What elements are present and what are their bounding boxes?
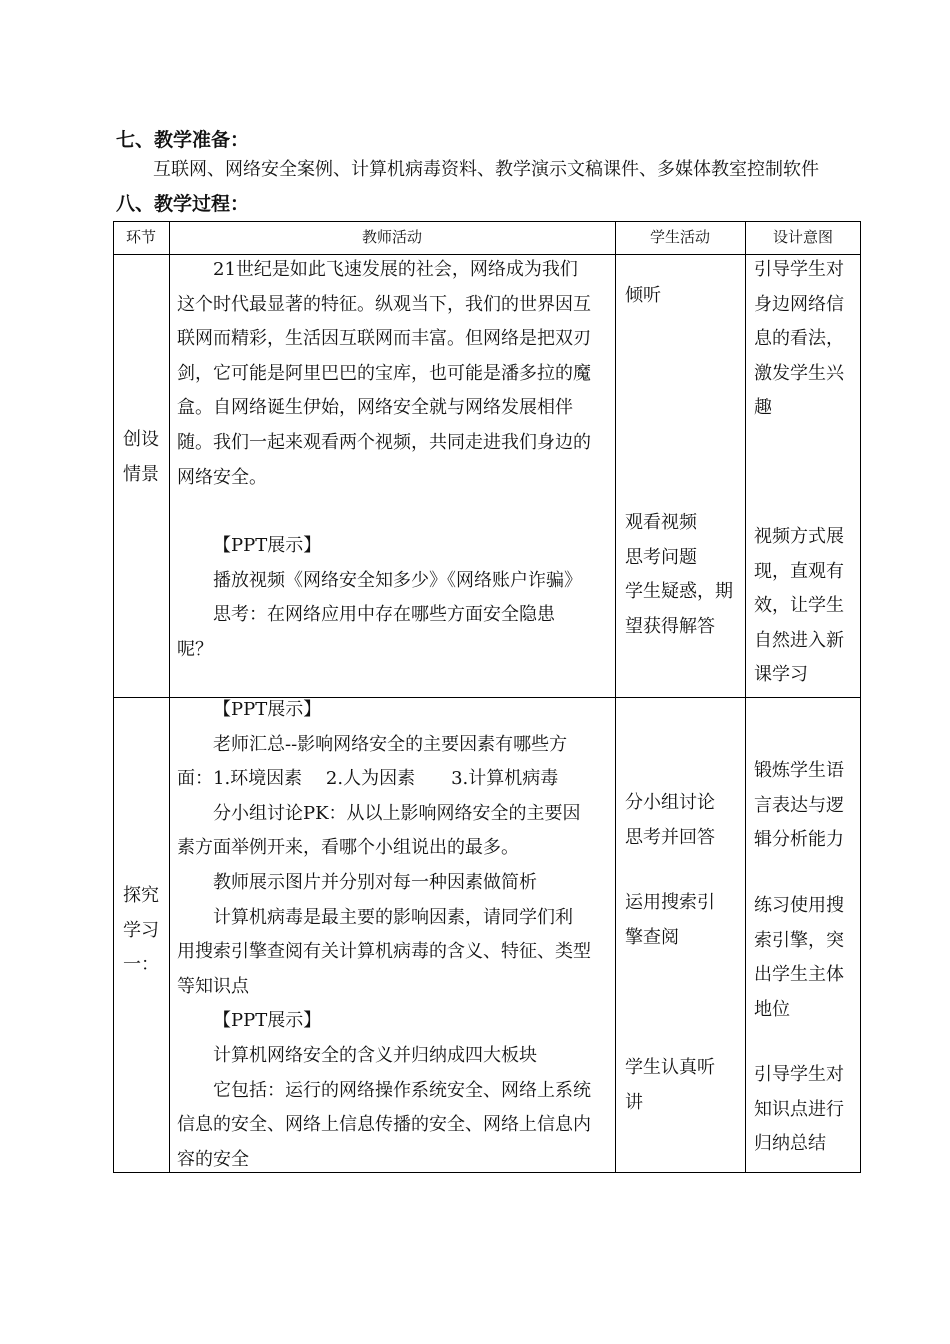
section-heading-process: 八、教学过程： [116, 193, 250, 215]
design-intent-cell-2c: 引导学生对 知识点进行 归纳总结 [754, 1064, 844, 1155]
prep-materials-text: 互联网、网络安全案例、计算机病毒资料、教学演示文稿课件、多媒体教室控制软件 [153, 159, 819, 180]
design-intent-cell-1b: 视频方式展 现，直观有 效，让学生 自然进入新 课学习 [754, 526, 844, 686]
section-heading-prep: 七、教学准备： [116, 129, 250, 151]
header-design-intent: 设计意图 [772, 228, 833, 246]
header-stage: 环节 [125, 228, 156, 246]
student-activity-cell-1b: 观看视频 思考问题 学生疑惑，期 望获得解答 [625, 512, 733, 637]
stage-cell-2: 探究 学习 一： [123, 885, 159, 976]
stage-cell-1: 创设 情景 [123, 429, 159, 485]
teacher-activity-cell-2: 【PPT展示】 老师汇总--影响网络安全的主要因素有哪些方 面：1.环境因素 2.人为因素 3.计算机病毒 分小组讨论PK：从以上影响网络安全的主要因 素方面举例开来，看哪个小组说出的最多。 教师展示图片并分别对每一种因素做简析 计算机病毒是最主要的影响因素，请同学们利 用搜索引擎查阅有关计算机病毒的含义、特征、类型 等知识点 【PPT展示】 计算机网络安全的含义并归纳成四大板块 它包括：运行的网络操作系统安全、网络上系统 信息的安全、网络上信息传播的安全、网络上信息内 容的安全 [177, 699, 591, 1170]
student-activity-cell-1a: 倾听 [625, 285, 661, 306]
student-activity-cell-2a: 分小组讨论 思考并回答 [625, 792, 715, 848]
design-intent-cell-2a: 锻炼学生语 言表达与逻 辑分析能力 [754, 760, 844, 851]
header-student-activity: 学生活动 [649, 228, 710, 246]
design-intent-cell-1a: 引导学生对 身边网络信 息的看法， 激发学生兴 趣 [754, 259, 844, 419]
header-teacher-activity: 教师活动 [361, 228, 422, 246]
teaching-process-table [113, 221, 861, 1173]
design-intent-cell-2b: 练习使用搜 索引擎，突 出学生主体 地位 [754, 895, 844, 1020]
student-activity-cell-2c: 学生认真听 讲 [625, 1057, 715, 1113]
teacher-activity-cell-1: 21世纪是如此飞速发展的社会，网络成为我们 这个时代最显著的特征。纵观当下，我们的世界因互 联网而精彩，生活因互联网而丰富。但网络是把双刃 剑，它可能是阿里巴巴的宝库，也可能是潘多拉的魔 盒。自网络诞生伊始，网络安全就与网络发展相伴 随。我们一起来观看两个视频，共同走进我们身边的 网络安全。 【PPT展示】 播放视频《网络安全知多少》《网络账户诈骗》 思考：在网络应用中存在哪些方面安全隐患 呢？ [177, 259, 591, 660]
student-activity-cell-2b: 运用搜索引 擎查阅 [625, 892, 715, 948]
